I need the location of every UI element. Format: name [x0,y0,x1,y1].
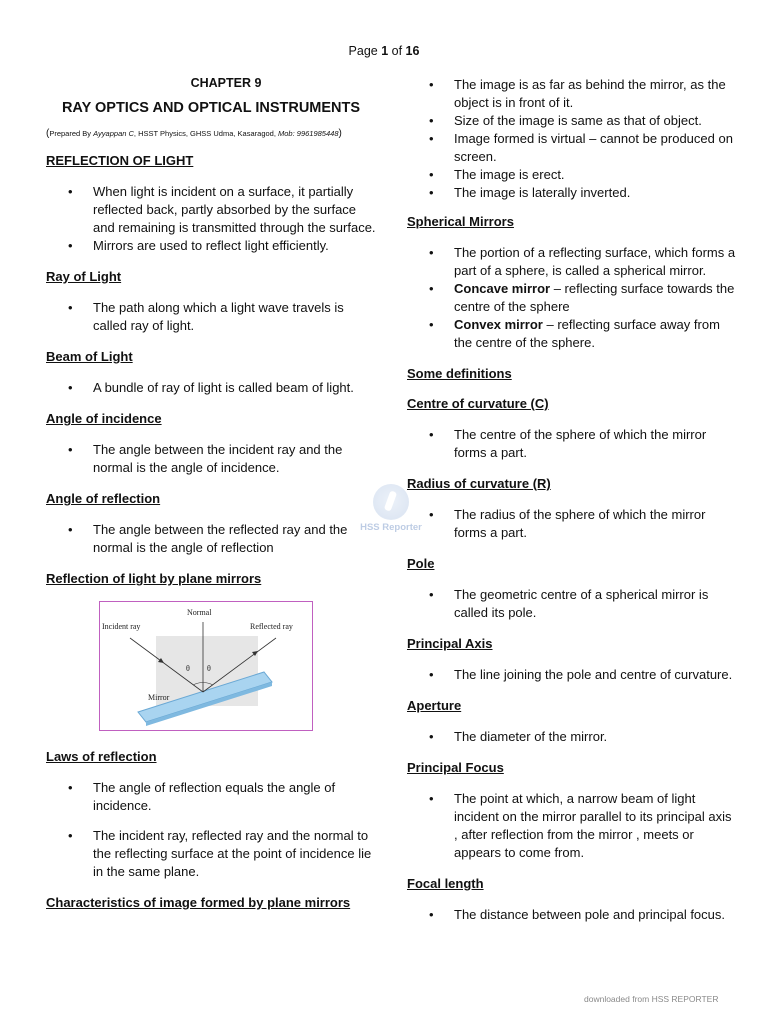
section-focal-length [407,876,737,924]
list-item: • When light is incident on a surface, it partially reflected back, partly absorbed by the surface and remaining is transmitted through the surface. [46,183,376,237]
bullet-list [407,506,737,542]
reflected-ray-label: Reflected ray [250,622,293,631]
section-beam-of-light [46,349,376,397]
page-number: Page 1 of 16 [348,44,420,58]
section-pole [407,556,737,622]
section-heading: Radius of curvature (R) [407,476,551,491]
section-heading: Some definitions [407,366,512,381]
section-heading: Ray of Light [46,269,122,284]
characteristics-list [407,76,737,202]
section-radius-of-curvature [407,476,737,542]
section-heading: Aperture [407,698,462,713]
bullet-list [46,779,376,881]
section-heading: Focal length [407,876,484,891]
section-heading: REFLECTION OF LIGHT [46,153,194,168]
bullet-list [407,906,737,924]
normal-label: Normal [187,608,212,617]
bullet-list [407,666,737,684]
section-principal-focus [407,760,737,862]
list-item: • The angle of reflection equals the angle of incidence. [46,779,376,815]
chapter-label: CHAPTER 9 [190,76,262,90]
bullet-list [46,183,376,255]
convex-term: Convex mirror [454,317,543,332]
bullet-list [46,521,376,557]
list-item: • Convex mirror – reflecting surface away from the centre of the sphere. [407,316,737,352]
list-item: • The angle between the reflected ray and the normal is the angle of reflection [46,521,376,557]
document-title: RAY OPTICS AND OPTICAL INSTRUMENTS [61,100,361,116]
prepared-by-line: (Prepared By Ayyappan C, HSST Physics, GHSS Udma, Kasaragod, Mob: 9961985448) [46,128,342,139]
theta-left-label: θ [186,664,190,673]
watermark-text: HSS Reporter [360,522,422,533]
list-item: • The image is erect. [407,166,737,184]
section-plane-mirrors [46,571,376,587]
section-heading: Centre of curvature (C) [407,396,549,411]
bullet-list [407,426,737,462]
section-reflection-of-light [46,153,376,255]
section-angle-of-incidence [46,411,376,477]
list-item: • The geometric centre of a spherical mirror is called its pole. [407,586,737,622]
list-item: • The angle between the incident ray and the normal is the angle of incidence. [46,441,376,477]
section-heading: Reflection of light by plane mirrors [46,571,262,586]
bullet-list [46,299,376,335]
list-item: • The centre of the sphere of which the mirror forms a part. [407,426,737,462]
section-ray-of-light [46,269,376,335]
section-heading: Angle of reflection [46,491,161,506]
list-item: • The radius of the sphere of which the mirror forms a part. [407,506,737,542]
section-heading: Laws of reflection [46,749,157,764]
right-column [407,76,737,938]
concave-term: Concave mirror [454,281,551,296]
section-laws-of-reflection [46,749,376,881]
list-item: • The image is as far as behind the mirror, as the object is in front of it. [407,76,737,112]
list-item: • The point at which, a narrow beam of light incident on the mirror parallel to its principal axis , after reflection from the mirror , meets or appears to come from. [407,790,737,862]
theta-right-label: θ [207,664,211,673]
section-heading: Beam of Light [46,349,133,364]
plane-mirror-reflection-figure [99,601,313,731]
list-item: • The diameter of the mirror. [407,728,737,746]
section-some-definitions [407,366,737,382]
list-item: • Image formed is virtual – cannot be produced on screen. [407,130,737,166]
watermark-logo-icon [373,484,409,520]
bullet-list [407,790,737,862]
section-heading: Principal Focus [407,760,504,775]
list-item: • The distance between pole and principal focus. [407,906,737,924]
list-item: • The incident ray, reflected ray and the normal to the reflecting surface at the point of incidence lie in the same plane. [46,827,376,881]
list-item: • Mirrors are used to reflect light efficiently. [46,237,376,255]
section-heading: Spherical Mirrors [407,214,514,229]
footer-source: downloaded from HSS REPORTER [584,994,719,1004]
section-heading: Pole [407,556,435,571]
section-aperture [407,698,737,746]
list-item: • The image is laterally inverted. [407,184,737,202]
list-item: • Concave mirror – reflecting surface towards the centre of the sphere [407,280,737,316]
list-item: • The line joining the pole and centre of curvature. [407,666,737,684]
list-item: • The path along which a light wave travels is called ray of light. [46,299,376,335]
section-centre-of-curvature [407,396,737,462]
bullet-list [407,244,737,352]
section-heading: Principal Axis [407,636,493,651]
section-heading: Characteristics of image formed by plane mirrors [46,895,351,910]
watermark [356,484,426,533]
left-column [46,76,376,925]
section-angle-of-reflection [46,491,376,557]
bullet-list [407,586,737,622]
bullet-list [46,379,376,397]
section-spherical-mirrors [407,214,737,352]
mirror-label: Mirror [148,693,170,702]
incident-ray-label: Incident ray [102,622,141,631]
section-characteristics [46,895,376,911]
list-item: • The portion of a reflecting surface, which forms a part of a sphere, is called a spherical mirror. [407,244,737,280]
section-principal-axis [407,636,737,684]
bullet-list [46,441,376,477]
section-heading: Angle of incidence [46,411,162,426]
list-item: • A bundle of ray of light is called beam of light. [46,379,376,397]
list-item: • Size of the image is same as that of object. [407,112,737,130]
bullet-list [407,728,737,746]
